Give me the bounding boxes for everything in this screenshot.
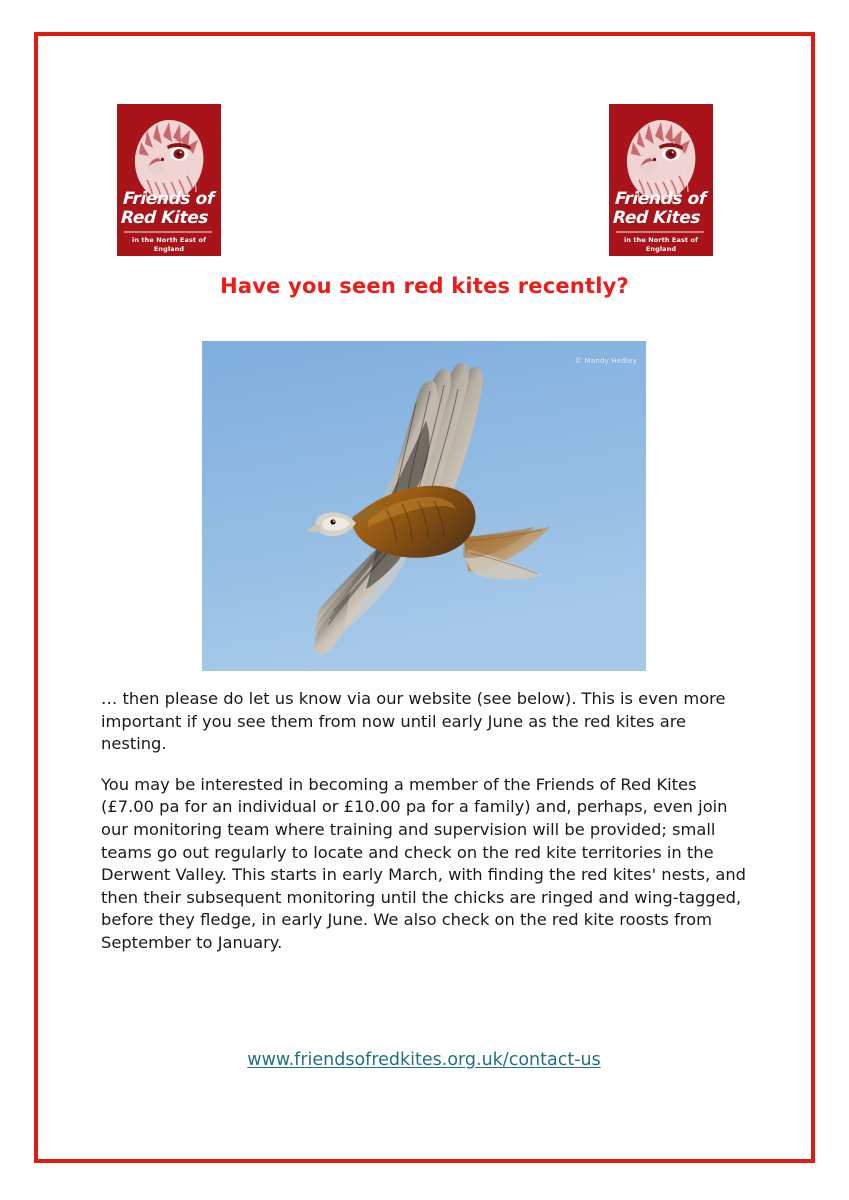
paragraph-sightings: … then please do let us know via our website (see below). This is even more important if you see them from now until early June as the red kites are nesting.	[101, 689, 726, 754]
contact-url-line	[101, 1048, 747, 1072]
logo-line-2: Red Kites	[120, 208, 209, 228]
logo-subtitle: in the North East of England	[132, 236, 206, 253]
photo-credit-watermark: © Mandy Hedley	[574, 357, 637, 365]
logo-line-1: Friends of	[122, 189, 215, 209]
contact-us-link[interactable]: www.friendsofredkites.org.uk/contact-us	[247, 1050, 601, 1070]
friends-of-red-kites-logo-left	[117, 104, 221, 256]
red-kite-photo	[202, 341, 646, 671]
red-kite-in-flight-illustration	[202, 341, 646, 671]
friends-of-red-kites-logo-right	[609, 104, 713, 256]
red-kite-head-icon	[117, 104, 221, 256]
red-kite-head-icon	[609, 104, 713, 256]
logo-line-1: Friends of	[614, 189, 707, 209]
logo-divider-rule	[124, 231, 212, 233]
page-title: Have you seen red kites recently?	[220, 274, 629, 298]
logo-divider-rule	[616, 231, 704, 233]
paragraph-membership: You may be interested in becoming a member of the Friends of Red Kites (£7.00 pa for an individual or £10.00 pa for a family) and, perhaps, even join our monitoring team where training and supervision will be provided; small teams go out regularly to locate and check on the red kite territories in the Derwent Valley. This starts in early March, with finding the red kites' nests, and then their subsequent monitoring until the chicks are ringed and wing-tagged, before they fledge, in early June. We also check on the red kite roosts from September to January.	[101, 774, 746, 952]
logo-line-2: Red Kites	[612, 208, 701, 228]
body-copy	[101, 688, 747, 955]
logo-subtitle: in the North East of England	[624, 236, 698, 253]
